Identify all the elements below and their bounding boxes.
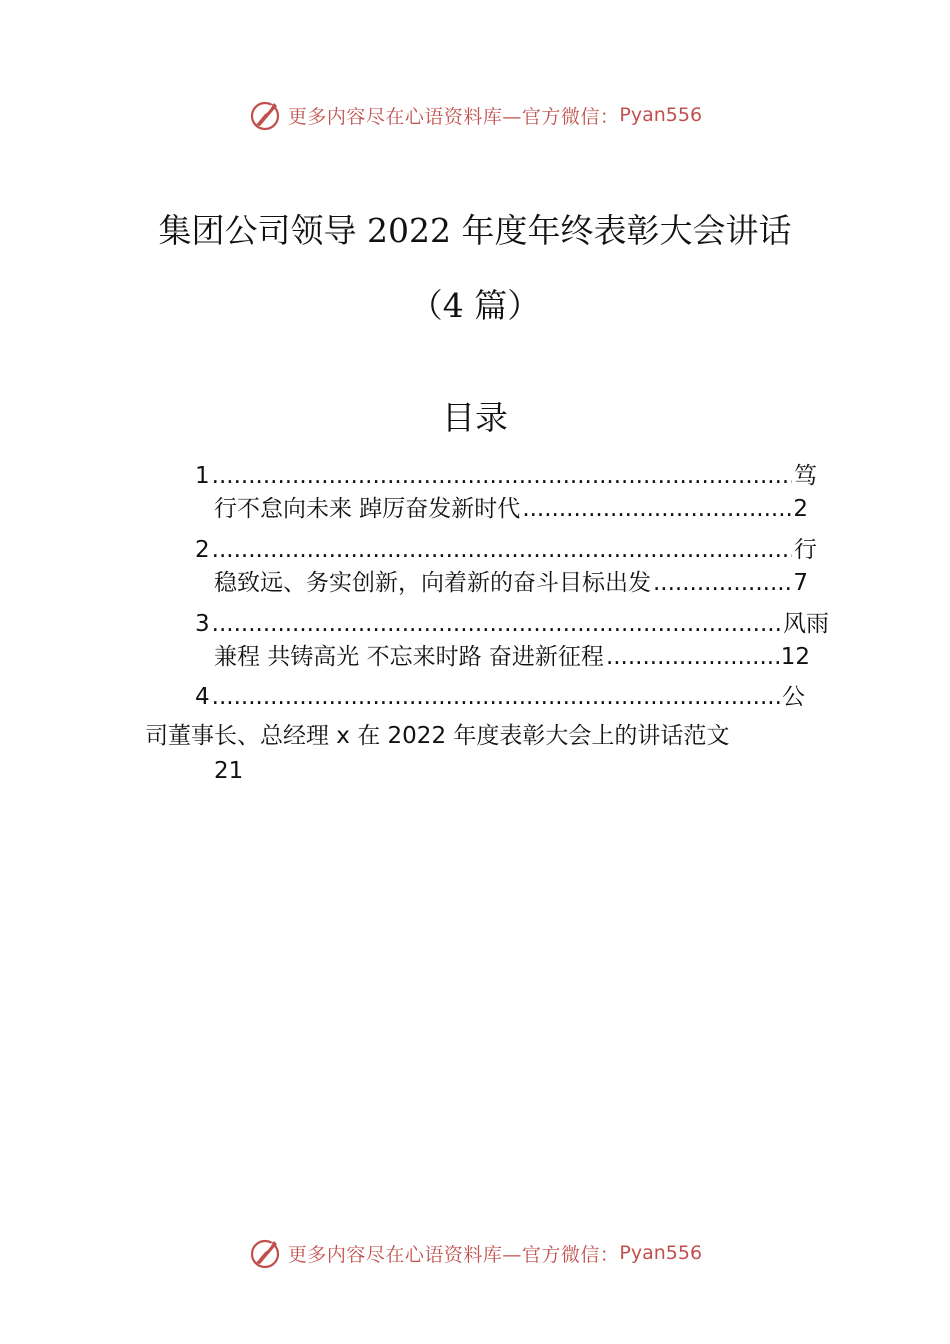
document-subtitle: （4 篇）	[409, 286, 541, 325]
toc-entry-page: 2	[793, 496, 808, 522]
toc-entry-3-line2[interactable]	[214, 642, 810, 672]
toc-entry-text: 兼程 共铸高光 不忘来时路 奋进新征程	[214, 644, 604, 670]
toc-entry-number: 2	[195, 537, 210, 563]
toc-entry-2-line1[interactable]	[195, 535, 817, 565]
feather-pen-logo-icon	[248, 1235, 284, 1271]
feather-pen-logo-icon	[248, 97, 284, 133]
toc-entry-1-line2[interactable]	[214, 494, 808, 524]
toc-entry-head: 公	[782, 684, 805, 710]
toc-dot-leader	[522, 494, 791, 524]
toc-entry-page: 7	[793, 570, 808, 596]
toc-entry-page: 12	[780, 644, 810, 670]
toc-entry-1-line1[interactable]	[195, 461, 817, 491]
toc-dot-leader	[212, 461, 792, 491]
banner-text: 更多内容尽在心语资料库—官方微信：	[287, 1243, 620, 1266]
header-banner	[0, 95, 950, 135]
toc-dot-leader	[212, 682, 780, 712]
toc-entry-number: 1	[195, 463, 210, 489]
document-title: 集团公司领导 2022 年度年终表彰大会讲话	[158, 211, 792, 250]
toc-entry-number: 4	[195, 684, 210, 710]
banner-wechat-id: Pyan556	[619, 104, 703, 126]
footer-banner	[0, 1233, 950, 1273]
toc-dot-leader	[212, 609, 781, 639]
toc-entry-4-page[interactable]: 21	[214, 758, 244, 784]
toc-entry-head: 行	[794, 537, 817, 563]
toc-dot-leader	[606, 642, 779, 672]
banner-wechat-id: Pyan556	[619, 1242, 703, 1264]
toc-entry-head: 风雨	[783, 611, 829, 637]
toc-entry-number: 3	[195, 611, 210, 637]
toc-entry-4-line1[interactable]	[195, 682, 805, 712]
toc-dot-leader	[212, 535, 792, 565]
toc-heading: 目录	[442, 398, 508, 437]
toc-entry-3-line1[interactable]	[195, 609, 829, 639]
toc-dot-leader	[653, 568, 791, 598]
toc-entry-head: 笃	[794, 463, 817, 489]
banner-text: 更多内容尽在心语资料库—官方微信：	[287, 105, 620, 128]
toc-entry-text: 稳致远、务实创新，向着新的奋斗目标出发	[214, 570, 651, 596]
toc-entry-text: 行不怠向未来 踔厉奋发新时代	[214, 496, 521, 522]
toc-entry-4-text[interactable]: 司董事长、总经理 x 在 2022 年度表彰大会上的讲话范文	[145, 723, 730, 749]
toc-entry-2-line2[interactable]	[214, 568, 808, 598]
